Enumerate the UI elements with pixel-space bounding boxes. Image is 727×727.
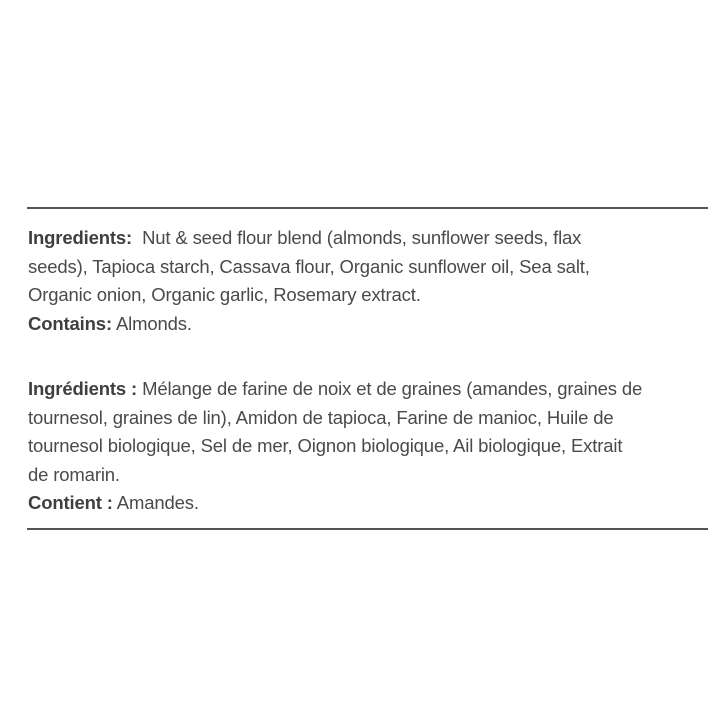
top-divider — [27, 207, 708, 209]
ingredients-fr-line-3: tournesol biologique, Sel de mer, Oignon biologique, Ail biologique, Extrait — [28, 435, 623, 456]
ingredients-text: Nut & seed flour blend (almonds, sunflower seeds, flax — [142, 227, 582, 248]
contient-value: Amandes. — [116, 492, 199, 513]
contains-line — [28, 310, 718, 339]
contains-value: Almonds. — [115, 312, 192, 334]
ingredients-label: Ingredients: — [28, 227, 133, 248]
ingredients-fr-label: Ingrédients : — [28, 378, 138, 399]
contains-label: Contains: — [28, 312, 112, 334]
ingredients-fr-text: Mélange de farine de noix et de graines (amandes, graines de — [142, 378, 643, 399]
contient-line — [28, 489, 718, 518]
ingredients-fr-line-4: de romarin. — [28, 463, 120, 485]
french-ingredients-block — [28, 375, 718, 518]
contient-label: Contient : — [28, 492, 113, 513]
ingredients-fr-line-2: tournesol, graines de lin), Amidon de tapioca, Farine de manioc, Huile de — [28, 406, 614, 428]
bottom-divider — [27, 528, 708, 530]
ingredients-line-2: seeds), Tapioca starch, Cassava flour, Organic sunflower oil, Sea salt, — [28, 255, 590, 277]
ingredients-fr-line-1 — [28, 375, 718, 404]
ingredients-line-1 — [28, 224, 718, 253]
english-ingredients-block — [28, 224, 718, 338]
ingredients-line-3: Organic onion, Organic garlic, Rosemary extract. — [28, 284, 421, 305]
